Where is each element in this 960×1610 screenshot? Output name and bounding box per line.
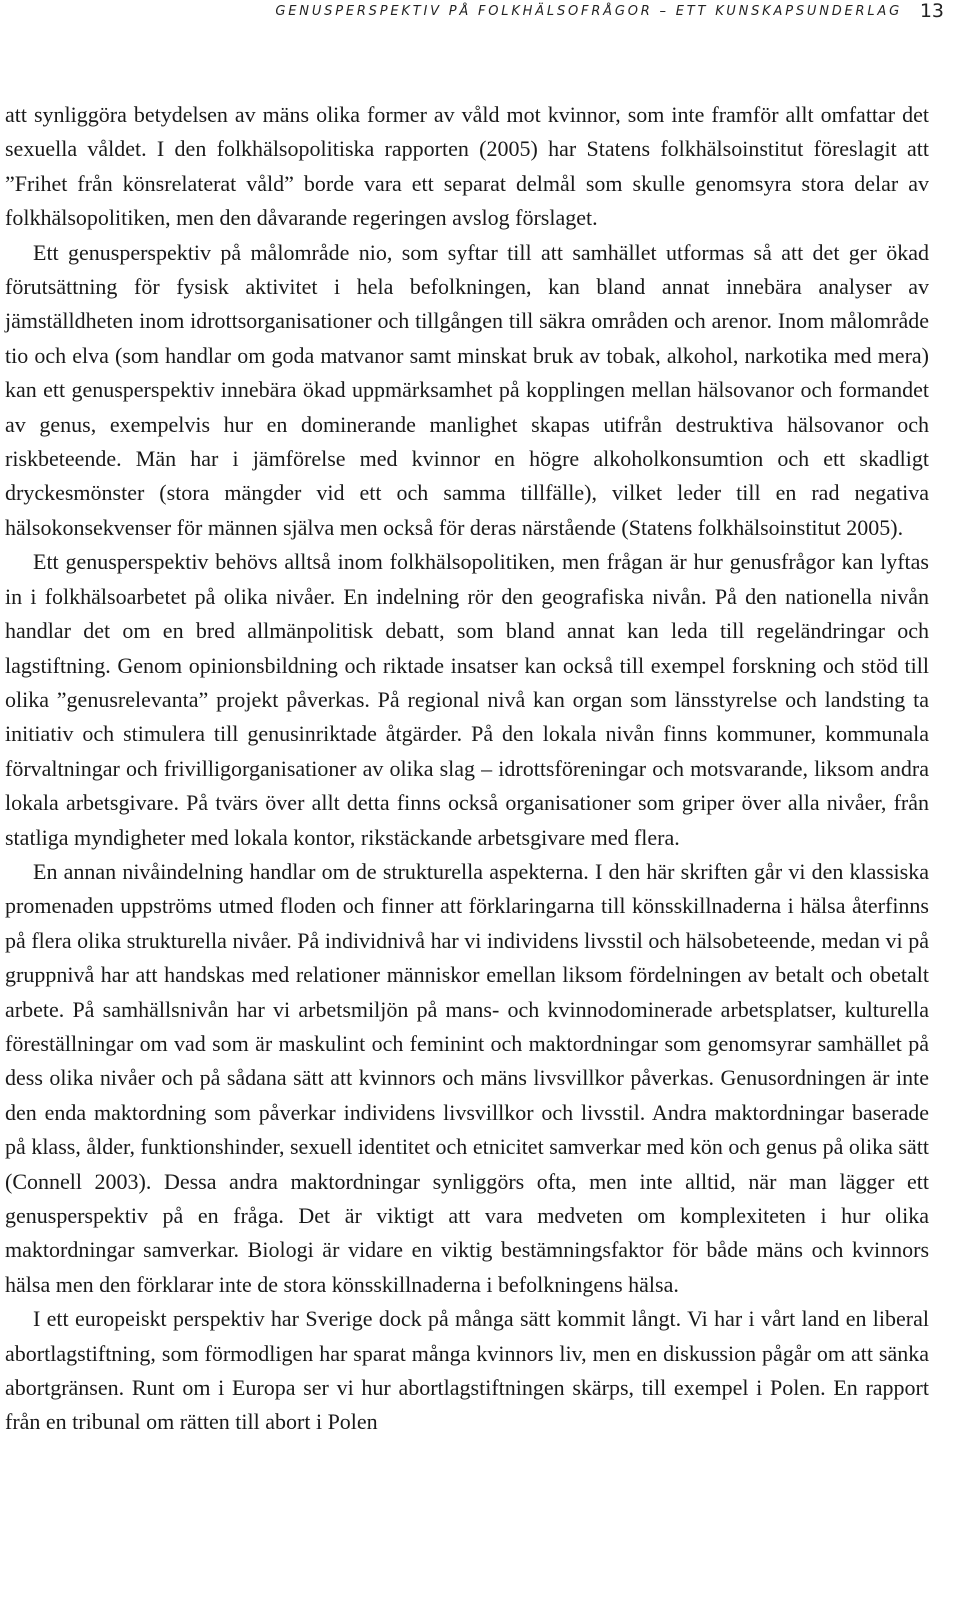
page-number: 13 <box>919 0 944 22</box>
body-text <box>5 98 929 1440</box>
running-header-title: GENUSPERSPEKTIV PÅ FOLKHÄLSOFRÅGOR – ETT KUNSKAPSUNDERLAG <box>275 4 902 19</box>
running-header <box>0 0 960 24</box>
paragraph-european-perspective: I ett europeiskt perspektiv har Sverige dock på många sätt kommit långt. Vi har i vårt land en liberal abortlagstiftning, som förmodligen har sparat många kvinnors liv, men en diskussion pågår om att sänka abortgränsen. Runt om i Europa ser vi hur abortlagstiftningen skärps, till exempel i Polen. En rapport från en tribunal om rätten till abort i Polen <box>5 1306 929 1435</box>
paragraph-continued: att synliggöra betydelsen av mäns olika former av våld mot kvinnor, som inte framför allt omfattar det sexuella våldet. I den folkhälsopolitiska rapporten (2005) har Statens folkhälsoinstitut föreslagit att ”Frihet från könsrelaterat våld” borde vara ett separat delmål som skulle genomsyra stora delar av folkhälsopolitiken, men den dåvarande regeringen avslog förslaget. <box>5 102 929 231</box>
paragraph-structural-aspects: En annan nivåindelning handlar om de strukturella aspekterna. I den här skriften går vi den klassiska promenaden uppströms utmed floden och finner att förklaringarna till könsskillnaderna i hälsa återfinns på flera olika strukturella nivåer. På individnivå har vi individens livsstil och hälsobeteende, medan vi på gruppnivå har att handskas med relationer människor emellan liksom fördelningen av betalt och obetalt arbete. På samhällsnivån har vi arbetsmiljön på mans- och kvinnodominerade arbetsplatser, kulturella föreställningar om vad som är maskulint och feminint och maktordningar som genomsyrar samhället på dess olika nivåer och på sådana sätt att kvinnors och mäns livsvillkor påverkas. Genusordningen är inte den enda maktordning som påverkar individens livsvillkor och livsstil. Andra maktordningar baserade på klass, ålder, funktionshinder, sexuell identitet och etnicitet samverkar med kön och genus på olika sätt (Connell 2003). Dessa andra maktordningar synliggörs ofta, men inte alltid, när man lägger ett genusperspektiv på en fråga. Det är viktigt att vara medveten om komplexiteten i hur olika maktordningar samverkar. Biologi är vidare en viktig bestämningsfaktor för både mäns och kvinnors hälsa men den förklarar inte de stora könsskillnaderna i befolkningens hälsa. <box>5 858 929 1297</box>
paragraph-levels: Ett genusperspektiv behövs alltså inom folkhälsopolitiken, men frågan är hur genusfrågor kan lyftas in i folkhälsoarbetet på olika nivåer. En indelning rör den geografiska nivån. På den nationella nivån handlar det om en bred allmänpolitisk debatt, som bland annat kan leda till regeländringar och lagstiftning. Genom opinionsbildning och riktade insatser kan också till exempel forskning och stöd till olika ”genusrelevanta” projekt påverkas. På regional nivå kan organ som länsstyrelse och landsting ta initiativ och stimulera till genusinriktade åtgärder. På den lokala nivån finns kommuner, kommunala förvaltningar och frivilligorganisationer av olika slag – idrottsföreningar och motsvarande, liksom andra lokala arbetsgivare. På tvärs över allt detta finns också organisationer som griper över alla nivåer, från statliga myndigheter med lokala kontor, rikstäckande arbetsgivare med flera. <box>5 549 929 850</box>
paragraph-physical-activity: Ett genusperspektiv på målområde nio, som syftar till att samhället utformas så att det ger ökad förutsättning för fysisk aktivitet i hela befolkningen, kan bland annat innebära analyser av jämställdheten inom idrottsorganisationer och tillgången till säkra områden och arenor. Inom målområde tio och elva (som handlar om goda matvanor samt minskat bruk av tobak, alkohol, narkotika med mera) kan ett genusperspektiv innebära ökad uppmärksamhet på kopplingen mellan hälsovanor och formandet av genus, exempelvis hur en dominerande manlighet skapas utifrån destruktiva hälsovanor och riskbeteende. Män har i jämförelse med kvinnor en högre alkoholkonsumtion och ett skadligt dryckesmönster (stora mängder vid ett och samma tillfälle), vilket leder till en rad negativa hälsokonsekvenser för männen själva men också för deras närstående (Statens folkhälsoinstitut 2005). <box>5 239 929 540</box>
